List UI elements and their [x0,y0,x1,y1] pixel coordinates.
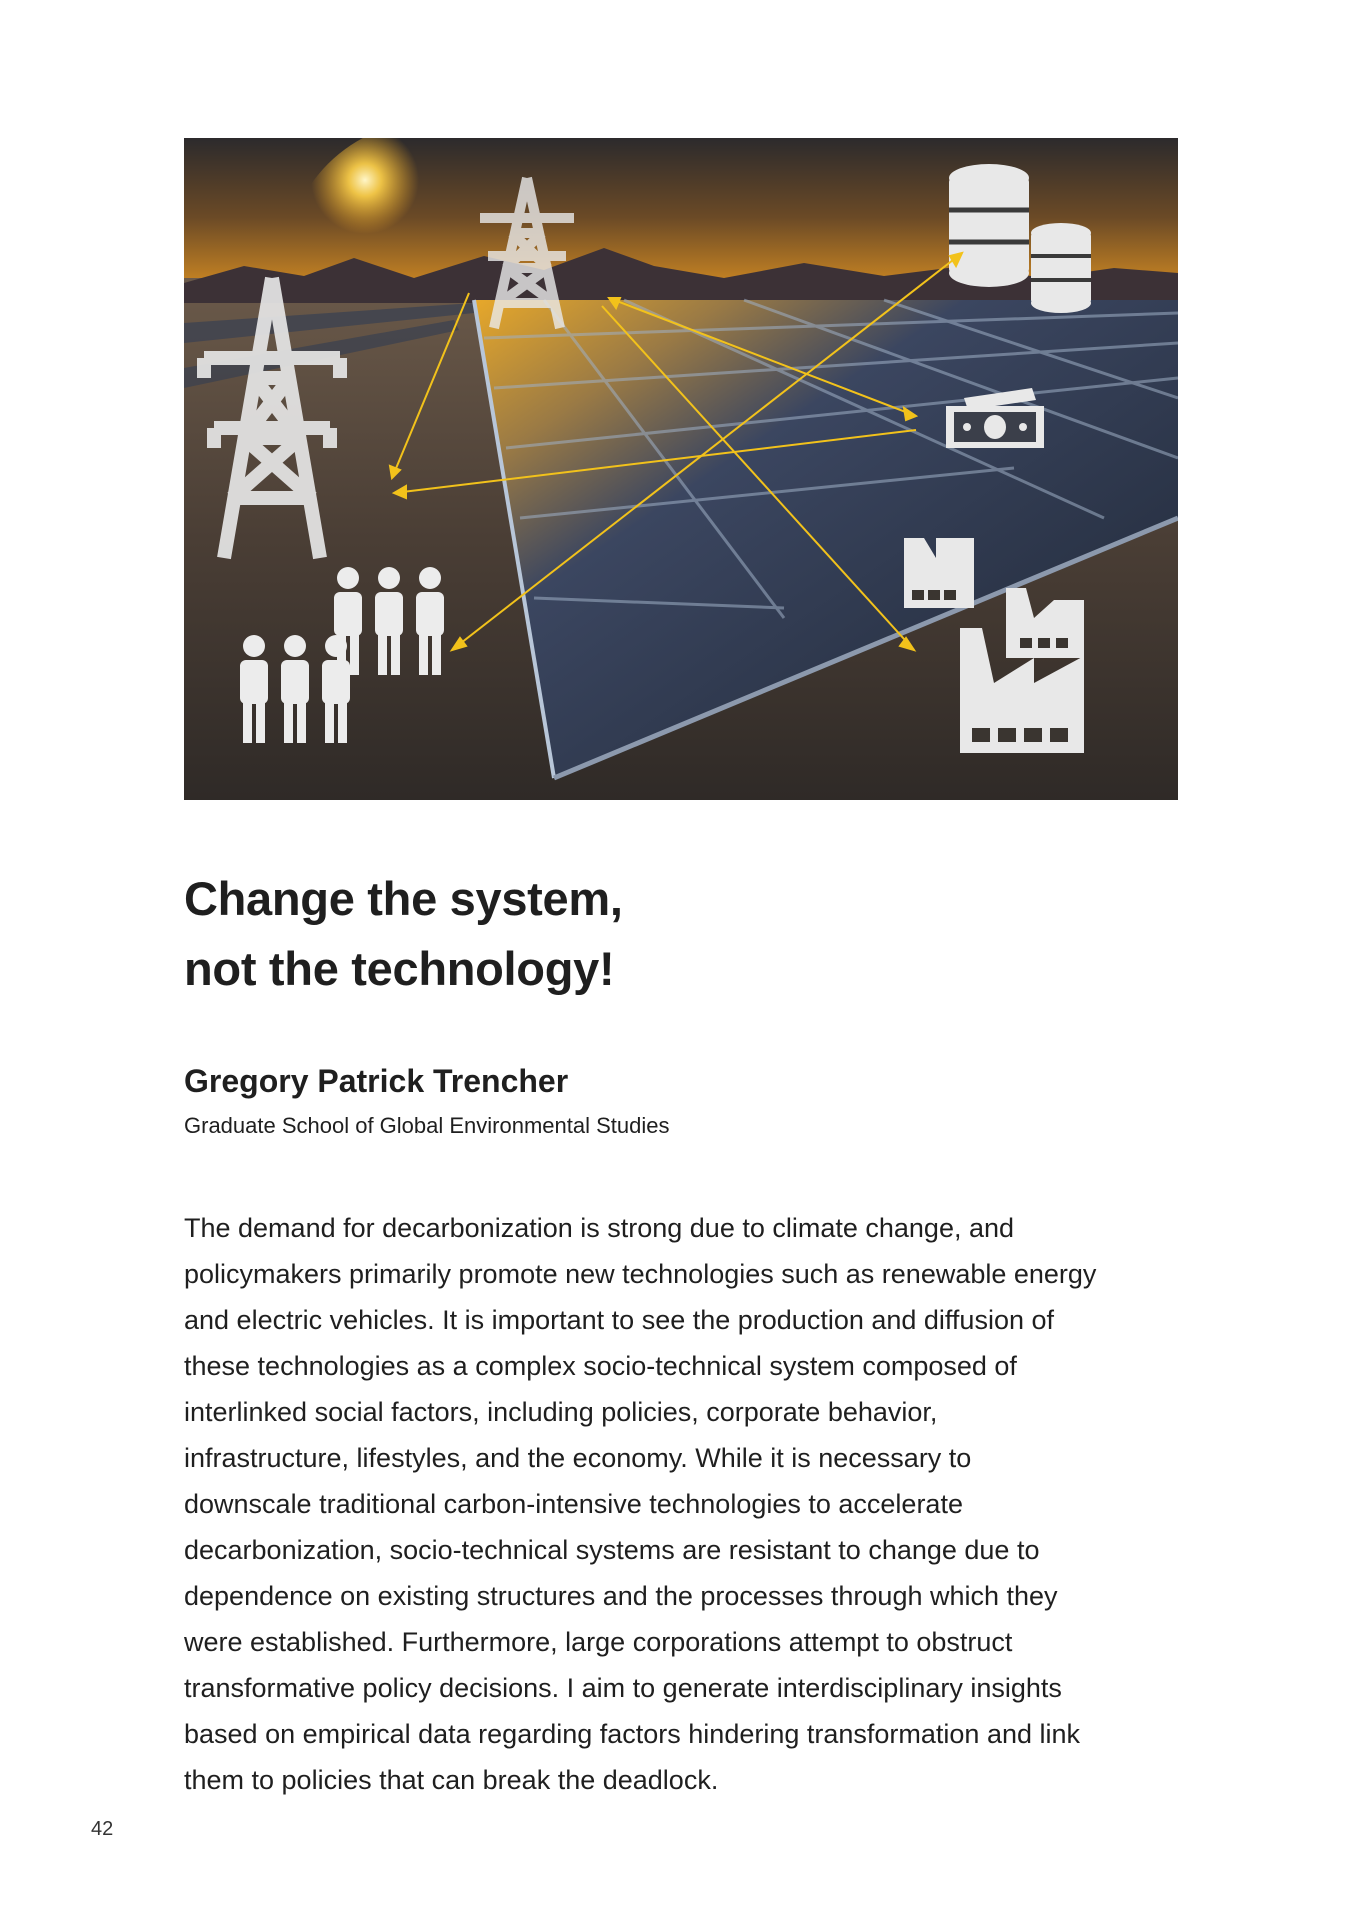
body-line: interlinked social factors, including policies, corporate behavior, [184,1397,938,1427]
title-line: Change the system, [184,872,623,925]
body-line: infrastructure, lifestyles, and the economy. While it is necessary to [184,1443,972,1473]
body-line: policymakers primarily promote new technologies such as renewable energy [184,1259,1097,1289]
body-line: transformative policy decisions. I aim to generate interdisciplinary insights [184,1673,1062,1703]
page-number: 42 [91,1818,114,1840]
body-line: these technologies as a complex socio-technical system composed of [184,1351,1017,1381]
article-title [184,864,1084,1004]
hero-illustration [184,138,1178,800]
body-line: were established. Furthermore, large corporations attempt to obstruct [184,1627,1013,1657]
body-line: The demand for decarbonization is strong due to climate change, and [184,1213,1015,1243]
body-line: decarbonization, socio-technical systems are resistant to change due to [184,1535,1040,1565]
body-line: downscale traditional carbon-intensive technologies to accelerate [184,1489,963,1519]
author-affiliation: Graduate School of Global Environmental Studies [184,1113,670,1138]
body-line: and electric vehicles. It is important to see the production and diffusion of [184,1305,1054,1335]
article-body [184,1205,1194,1803]
body-line: them to policies that can break the deadlock. [184,1765,719,1795]
title-line: not the technology! [184,942,615,995]
body-line: dependence on existing structures and the processes through which they [184,1581,1058,1611]
author-name: Gregory Patrick Trencher [184,1063,569,1099]
body-line: based on empirical data regarding factors hindering transformation and link [184,1719,1081,1749]
